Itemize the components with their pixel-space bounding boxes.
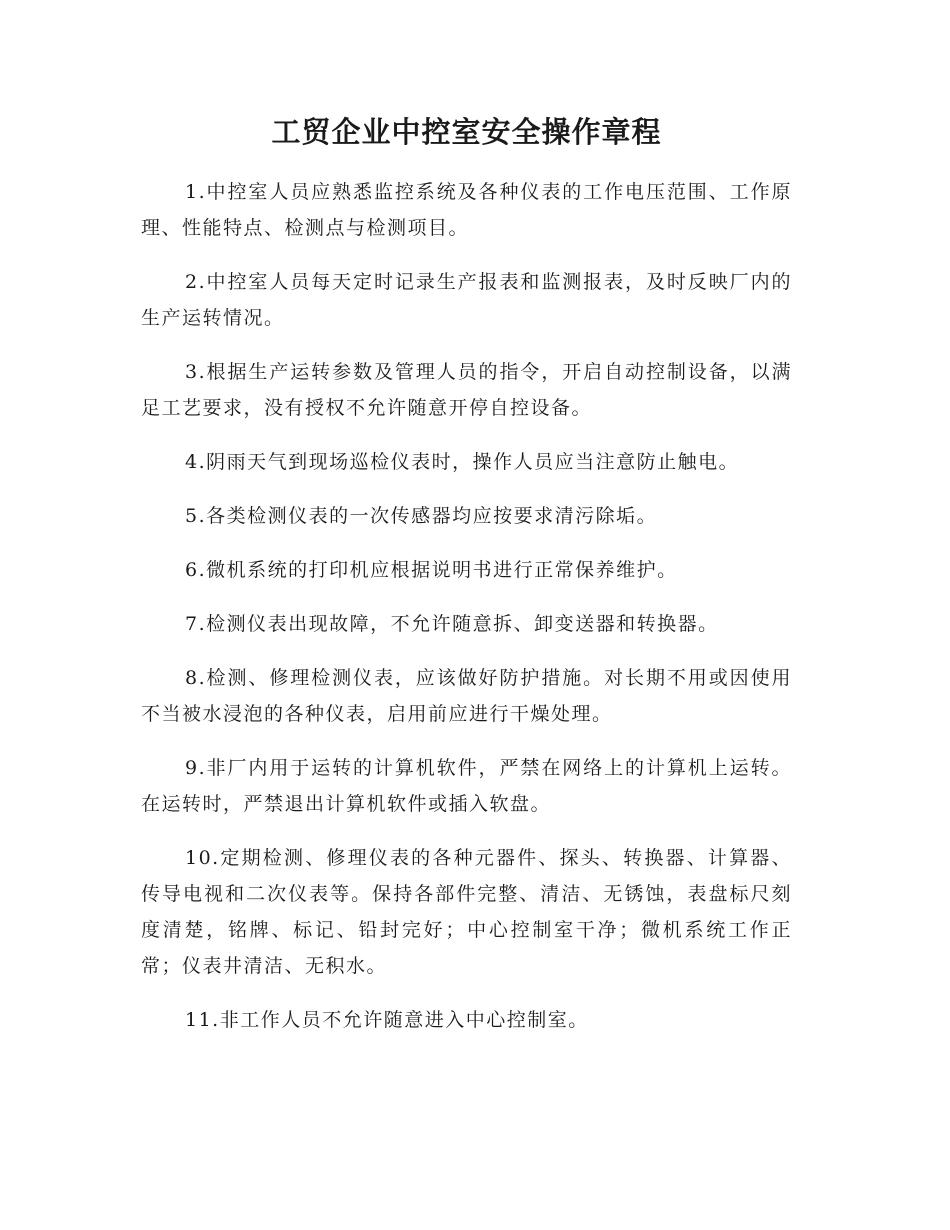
rule-item-8: 8.检测、修理检测仪表，应该做好防护措施。对长期不用或因使用不当被水浸泡的各种仪表，启用前应进行干燥处理。	[141, 667, 792, 725]
rule-item-11: 11.非工作人员不允许随意进入中心控制室。	[185, 1009, 589, 1031]
rule-item-10: 10.定期检测、修理仪表的各种元器件、探头、转换器、计算器、传导电视和二次仪表等。保持各部件完整、清洁、无锈蚀，表盘标尺刻度清楚，铭牌、标记、铅封完好；中心控制室干净；微机系统工作正常；仪表井清洁、无积水。	[141, 847, 792, 977]
rule-list	[141, 174, 792, 1038]
rule-item-1: 1.中控室人员应熟悉监控系统及各种仪表的工作电压范围、工作原理、性能特点、检测点与检测项目。	[141, 181, 792, 239]
document-title: 工贸企业中控室安全操作章程	[271, 115, 662, 149]
rule-item-7: 7.检测仪表出现故障，不允许随意拆、卸变送器和转换器。	[185, 613, 719, 635]
rule-item-2: 2.中控室人员每天定时记录生产报表和监测报表，及时反映厂内的生产运转情况。	[141, 271, 792, 329]
rule-item-9: 9.非厂内用于运转的计算机软件，严禁在网络上的计算机上运转。在运转时，严禁退出计算机软件或插入软盘。	[141, 757, 792, 815]
rule-item-5: 5.各类检测仪表的一次传感器均应按要求清污除垢。	[185, 505, 658, 527]
rule-item-3: 3.根据生产运转参数及管理人员的指令，开启自动控制设备，以满足工艺要求，没有授权不允许随意开停自控设备。	[141, 361, 792, 419]
rule-item-6: 6.微机系统的打印机应根据说明书进行正常保养维护。	[185, 559, 678, 581]
rule-item-4: 4.阴雨天气到现场巡检仪表时，操作人员应当注意防止触电。	[185, 451, 740, 473]
